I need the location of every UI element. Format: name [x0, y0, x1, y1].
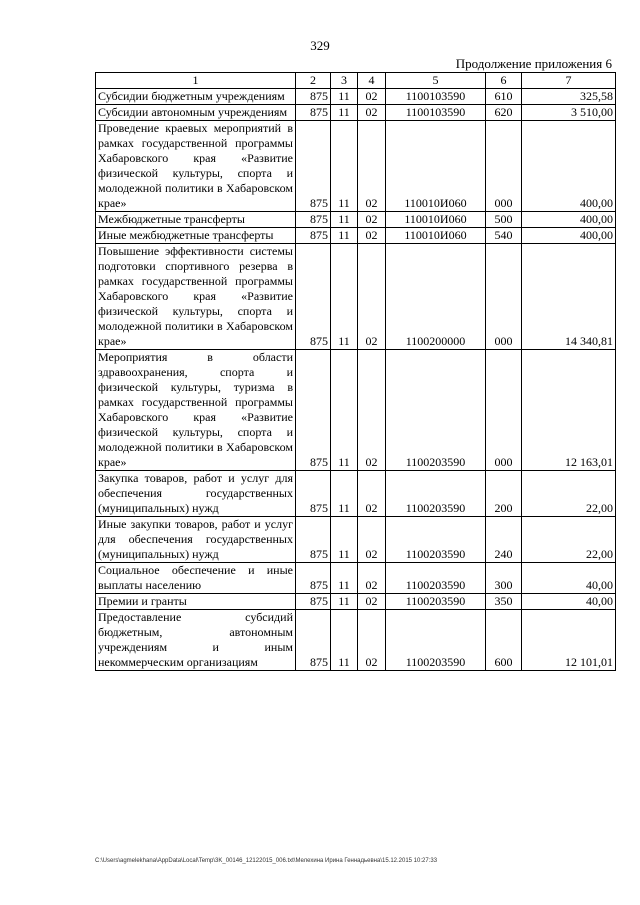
table-row: [96, 350, 616, 471]
section-code-cell: 11: [331, 244, 358, 350]
target-article-cell: 1100203590: [386, 610, 486, 671]
amount-cell: 14 340,81: [522, 244, 616, 350]
subsection-code-cell: 02: [358, 350, 386, 471]
table-row: [96, 517, 616, 563]
section-code-cell: 11: [331, 105, 358, 121]
row-name-cell: Субсидии бюджетным учреждениям: [96, 89, 296, 105]
subsection-code-cell: 02: [358, 105, 386, 121]
row-name-cell: Межбюджетные трансферты: [96, 212, 296, 228]
admin-code-cell: 875: [296, 89, 331, 105]
expense-type-cell: 240: [486, 517, 522, 563]
admin-code-cell: 875: [296, 105, 331, 121]
expense-type-cell: 620: [486, 105, 522, 121]
admin-code-cell: 875: [296, 212, 331, 228]
file-path-footer: C:\Users\agmelekhana\AppData\Local\Temp\3K_00146_12122015_006.txt\Мелехина Ирина Геннадьевна\15.12.2015 10:27:33: [95, 858, 438, 864]
admin-code-cell: 875: [296, 244, 331, 350]
column-header: 3: [331, 73, 358, 89]
expense-type-cell: 200: [486, 471, 522, 517]
row-name-cell: Субсидии автономным учреждениям: [96, 105, 296, 121]
column-header: 4: [358, 73, 386, 89]
budget-table: [95, 72, 616, 671]
table-body: [96, 89, 616, 671]
amount-cell: 12 101,01: [522, 610, 616, 671]
section-code-cell: 11: [331, 121, 358, 212]
admin-code-cell: 875: [296, 517, 331, 563]
target-article-cell: 110010И060: [386, 121, 486, 212]
expense-type-cell: 000: [486, 244, 522, 350]
target-article-cell: 110010И060: [386, 212, 486, 228]
column-header: 6: [486, 73, 522, 89]
amount-cell: 22,00: [522, 471, 616, 517]
target-article-cell: 1100203590: [386, 594, 486, 610]
expense-type-cell: 540: [486, 228, 522, 244]
page-number: 329: [310, 38, 330, 53]
expense-type-cell: 000: [486, 121, 522, 212]
row-name-cell: Иные межбюджетные трансферты: [96, 228, 296, 244]
subsection-code-cell: 02: [358, 244, 386, 350]
amount-cell: 400,00: [522, 212, 616, 228]
admin-code-cell: 875: [296, 121, 331, 212]
expense-type-cell: 500: [486, 212, 522, 228]
table-row: [96, 610, 616, 671]
admin-code-cell: 875: [296, 594, 331, 610]
admin-code-cell: 875: [296, 350, 331, 471]
subsection-code-cell: 02: [358, 89, 386, 105]
row-name-cell: Премии и гранты: [96, 594, 296, 610]
subsection-code-cell: 02: [358, 517, 386, 563]
amount-cell: 40,00: [522, 563, 616, 594]
subsection-code-cell: 02: [358, 610, 386, 671]
section-code-cell: 11: [331, 471, 358, 517]
table-row: [96, 105, 616, 121]
expense-type-cell: 000: [486, 350, 522, 471]
row-name-cell: Проведение краевых мероприятий в рамках государственной программы Хабаровского края «Развитие физической культуры, спорта и молодежной политики в Хабаровском крае»: [96, 121, 296, 212]
admin-code-cell: 875: [296, 228, 331, 244]
section-code-cell: 11: [331, 594, 358, 610]
column-header: 1: [96, 73, 296, 89]
row-name-cell: Предоставление субсидий бюджетным, автономным учреждениям и иным некоммерческим организациям: [96, 610, 296, 671]
target-article-cell: 1100103590: [386, 89, 486, 105]
admin-code-cell: 875: [296, 563, 331, 594]
expense-type-cell: 610: [486, 89, 522, 105]
admin-code-cell: 875: [296, 610, 331, 671]
section-code-cell: 11: [331, 517, 358, 563]
table-row: [96, 244, 616, 350]
expense-type-cell: 350: [486, 594, 522, 610]
table-row: [96, 228, 616, 244]
section-code-cell: 11: [331, 610, 358, 671]
amount-cell: 40,00: [522, 594, 616, 610]
section-code-cell: 11: [331, 350, 358, 471]
row-name-cell: Социальное обеспечение и иные выплаты населению: [96, 563, 296, 594]
admin-code-cell: 875: [296, 471, 331, 517]
subsection-code-cell: 02: [358, 563, 386, 594]
row-name-cell: Мероприятия в области здравоохранения, спорта и физической культуры, туризма в рамках государственной программы Хабаровского края «Развитие физической культуры, спорта и молодежной политики в Хабаровском крае»: [96, 350, 296, 471]
target-article-cell: 1100203590: [386, 471, 486, 517]
column-header: 5: [386, 73, 486, 89]
amount-cell: 12 163,01: [522, 350, 616, 471]
target-article-cell: 110010И060: [386, 228, 486, 244]
subsection-code-cell: 02: [358, 471, 386, 517]
column-header: 7: [522, 73, 616, 89]
amount-cell: 400,00: [522, 121, 616, 212]
table-row: [96, 563, 616, 594]
amount-cell: 400,00: [522, 228, 616, 244]
row-name-cell: Закупка товаров, работ и услуг для обеспечения государственных (муниципальных) нужд: [96, 471, 296, 517]
continuation-label: Продолжение приложения 6: [455, 56, 612, 71]
table-row: [96, 89, 616, 105]
expense-type-cell: 600: [486, 610, 522, 671]
subsection-code-cell: 02: [358, 121, 386, 212]
amount-cell: 325,58: [522, 89, 616, 105]
table-row: [96, 121, 616, 212]
subsection-code-cell: 02: [358, 212, 386, 228]
amount-cell: 3 510,00: [522, 105, 616, 121]
table-header-row: [96, 73, 616, 89]
target-article-cell: 1100103590: [386, 105, 486, 121]
table-row: [96, 471, 616, 517]
row-name-cell: Иные закупки товаров, работ и услуг для обеспечения государственных (муниципальных) нужд: [96, 517, 296, 563]
section-code-cell: 11: [331, 89, 358, 105]
expense-type-cell: 300: [486, 563, 522, 594]
amount-cell: 22,00: [522, 517, 616, 563]
table-row: [96, 212, 616, 228]
subsection-code-cell: 02: [358, 594, 386, 610]
section-code-cell: 11: [331, 563, 358, 594]
target-article-cell: 1100203590: [386, 517, 486, 563]
target-article-cell: 1100203590: [386, 563, 486, 594]
target-article-cell: 1100200000: [386, 244, 486, 350]
row-name-cell: Повышение эффективности системы подготовки спортивного резерва в рамках государственной программы Хабаровского края «Развитие физической культуры, спорта и молодежной политики в Хабаровском крае»: [96, 244, 296, 350]
table-row: [96, 594, 616, 610]
column-header: 2: [296, 73, 331, 89]
section-code-cell: 11: [331, 228, 358, 244]
subsection-code-cell: 02: [358, 228, 386, 244]
target-article-cell: 1100203590: [386, 350, 486, 471]
section-code-cell: 11: [331, 212, 358, 228]
